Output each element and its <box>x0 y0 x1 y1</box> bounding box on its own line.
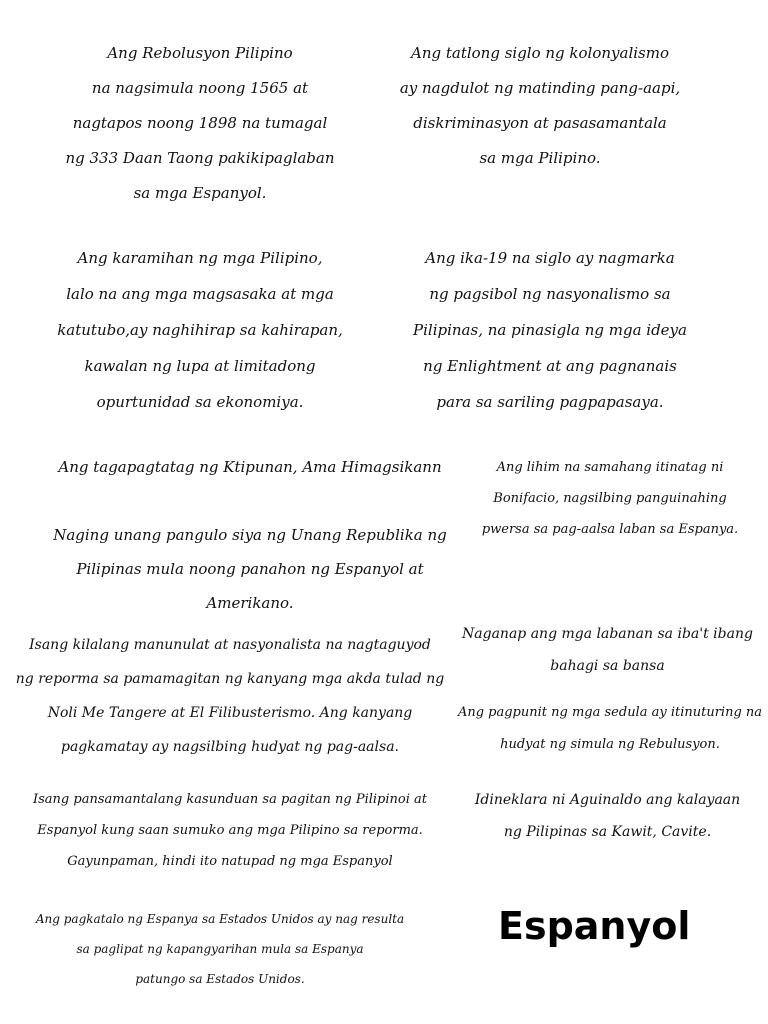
text-line: Ang lihim na samahang itinatag ni <box>496 460 724 475</box>
text-line: Ang pagkatalo ng Espanya sa Estados Unidos ay nag resulta <box>35 912 405 926</box>
text-line: na nagsimula noong 1565 at <box>91 79 309 97</box>
text-line: patungo sa Estados Unidos. <box>135 972 305 986</box>
text-line: Idineklara ni Aguinaldo ang kalayaan <box>474 792 741 808</box>
text-line: Naganap ang mga labanan sa iba't ibang <box>462 626 753 642</box>
kilalang-manunulat-text <box>12 628 448 764</box>
text-line: ng pagsibol ng nasyonalismo sa <box>429 285 671 303</box>
text-line: Amerikano. <box>206 594 294 612</box>
lihim-na-samahan-text <box>465 452 755 545</box>
sedula-text <box>455 697 765 761</box>
text-line: Pilipinas mula noong panahon ng Espanyol at <box>76 560 424 578</box>
karamihan-pilipino-text <box>40 240 360 420</box>
text-line: sa paglipat ng kapangyarihan mula sa Espanya <box>76 942 364 956</box>
text-line: kawalan ng lupa at limitadong <box>84 357 316 375</box>
text-line: Isang kilalang manunulat at nasyonalista na nagtaguyod <box>29 637 431 653</box>
text-line: Gayunpaman, hindi ito natupad ng mga Espanyol <box>67 854 393 869</box>
text-line: Isang pansamantalang kasunduan sa pagitan ng Pilipinoi at <box>33 792 427 807</box>
tagapagtatag-katipunan-text <box>50 452 450 482</box>
kolonyalismo-text <box>390 36 690 176</box>
text-line: sa mga Espanyol. <box>133 184 267 202</box>
text-line: Bonifacio, nagsilbing panguinahing <box>493 491 727 506</box>
text-line: Espanyol kung saan sumuko ang mga Pilipino sa reporma. <box>37 823 423 838</box>
ika-19-siglo-text <box>400 240 700 420</box>
text-line: lalo na ang mga magsasaka at mga <box>66 285 334 303</box>
labanan-text <box>455 618 760 682</box>
text-line: Ang tatlong siglo ng kolonyalismo <box>410 44 670 62</box>
text-line: para sa sariling pagpapasaya. <box>436 393 664 411</box>
text-line: Pilipinas, na pinasigla ng mga ideya <box>413 321 687 339</box>
text-line: Ang tagapagtatag ng Ktipunan, Ama Himagsikann <box>58 458 442 476</box>
text-line: pagkamatay ay nagsilbing hudyat ng pag-aalsa. <box>60 739 399 755</box>
pagkatalo-espanya-text <box>20 904 420 994</box>
unang-pangulo-text <box>40 518 460 620</box>
text-line: Noli Me Tangere at El Filibusterismo. Ang kanyang <box>47 705 413 721</box>
text-line: opurtunidad sa ekonomiya. <box>96 393 304 411</box>
text-line: bahagi sa bansa <box>550 658 665 674</box>
kalayaan-kawit-text <box>465 784 750 848</box>
text-line: ay nagdulot ng matinding pang-aapi, <box>399 79 681 97</box>
text-line: hudyat ng simula ng Rebulusyon. <box>500 737 720 752</box>
text-line: sa mga Pilipino. <box>479 149 601 167</box>
kasunduan-text <box>12 784 448 877</box>
rebolusyon-pilipino-text <box>40 36 360 211</box>
text-line: ng Pilipinas sa Kawit, Cavite. <box>503 824 712 840</box>
text-line: diskriminasyon at pasasamantala <box>413 114 667 132</box>
text-line: ng 333 Daan Taong pakikipaglaban <box>65 149 335 167</box>
text-line: katutubo,ay naghihirap sa kahirapan, <box>57 321 343 339</box>
page-title: Espanyol <box>498 904 691 948</box>
text-line: Naging unang pangulo siya ng Unang Republika ng <box>53 526 447 544</box>
text-line: pwersa sa pag-aalsa laban sa Espanya. <box>481 522 739 537</box>
text-line: Ang ika-19 na siglo ay nagmarka <box>425 249 675 267</box>
text-line: Ang Rebolusyon Pilipino <box>107 44 293 62</box>
text-line: Ang karamihan ng mga Pilipino, <box>77 249 323 267</box>
text-line: ng Enlightment at ang pagnanais <box>423 357 677 375</box>
text-line: Ang pagpunit ng mga sedula ay itinuturing na <box>457 705 763 720</box>
text-line: nagtapos noong 1898 na tumagal <box>72 114 328 132</box>
text-line: ng reporma sa pamamagitan ng kanyang mga akda tulad ng <box>15 671 445 687</box>
